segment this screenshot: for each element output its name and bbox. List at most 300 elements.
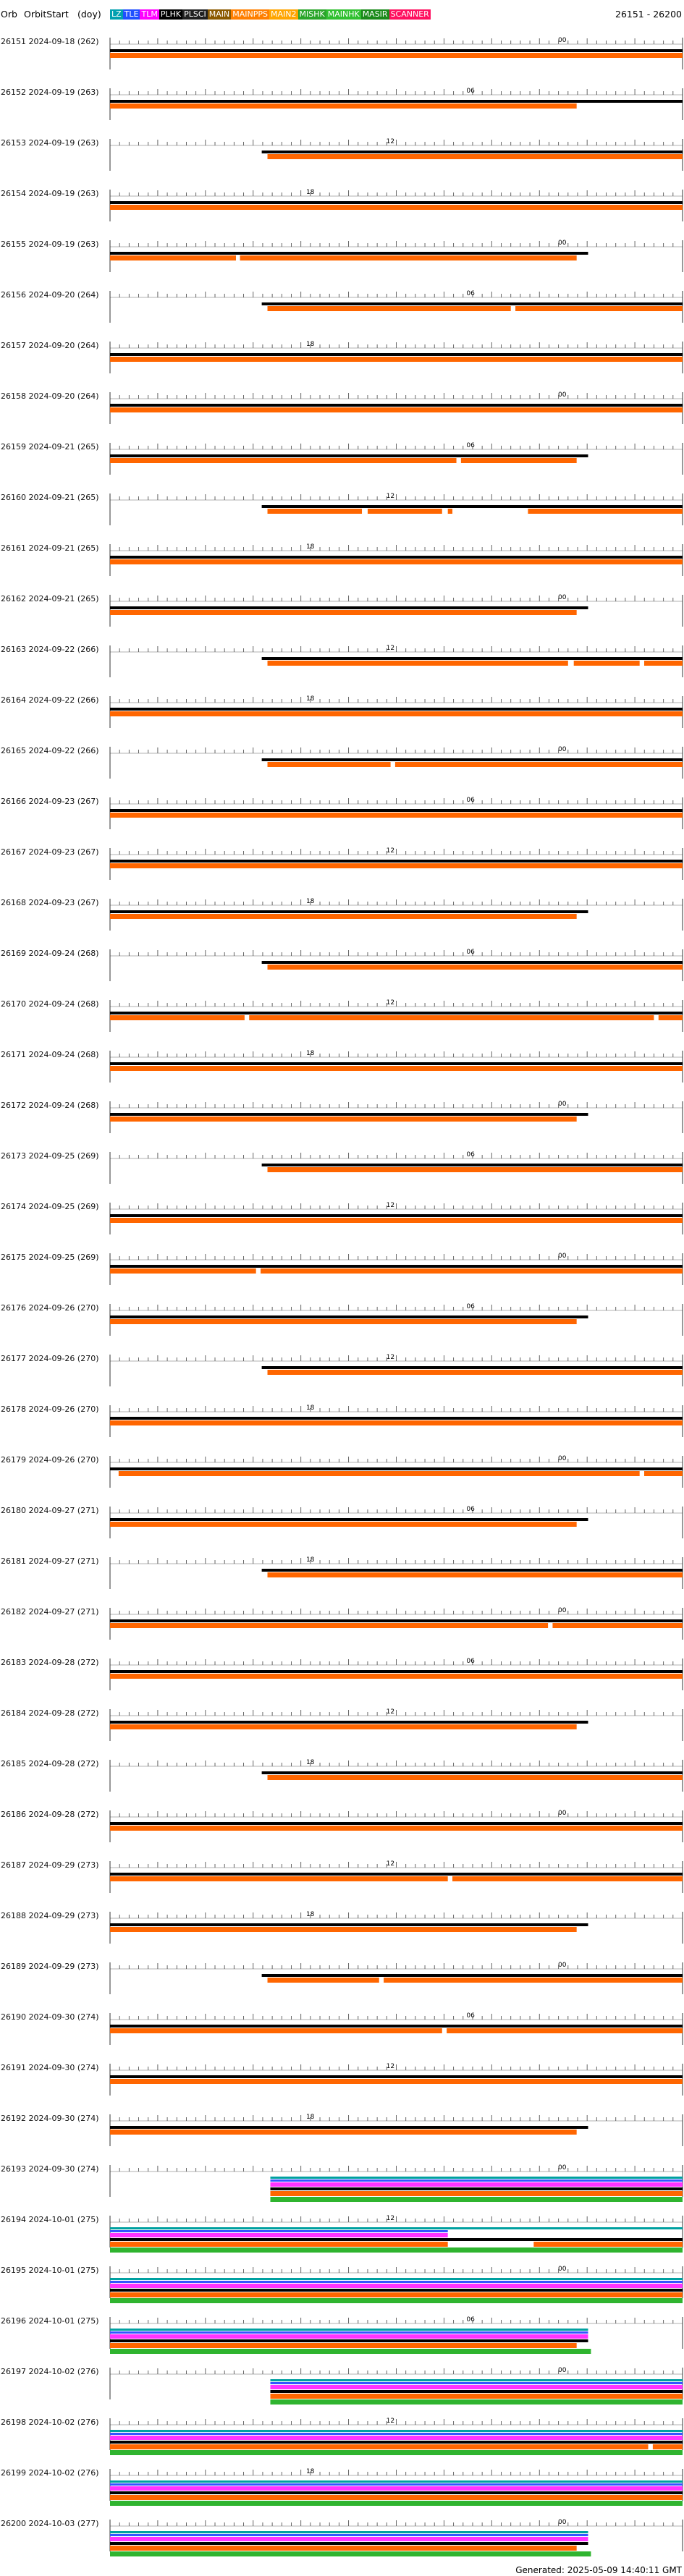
legend-item-tlm: TLM bbox=[141, 9, 158, 19]
orbit-row bbox=[110, 1101, 683, 1133]
orbit-label: 26152 2024-09-19 (263) bbox=[1, 88, 99, 97]
orbit-row bbox=[110, 543, 683, 576]
coverage-bar-orange bbox=[268, 965, 683, 970]
orbit-row bbox=[110, 2418, 683, 2455]
coverage-bar-blue bbox=[270, 2179, 683, 2182]
hour-tick-label: 18 bbox=[305, 189, 315, 196]
orbit-label: 26197 2024-10-02 (276) bbox=[1, 2367, 99, 2376]
hour-tick-label: 06 bbox=[466, 290, 475, 297]
coverage-bar-orange bbox=[119, 1471, 640, 1476]
coverage-bar-orange bbox=[110, 2079, 683, 2084]
coverage-bar-black bbox=[262, 961, 683, 964]
hour-tick-label: 12 bbox=[386, 1202, 395, 1209]
hour-tick-label: 18 bbox=[305, 1759, 315, 1766]
orbit-label: 26153 2024-09-19 (263) bbox=[1, 138, 99, 148]
coverage-bar-blue bbox=[110, 2281, 683, 2283]
coverage-bar-teal bbox=[110, 2430, 683, 2432]
coverage-bar-black bbox=[110, 1012, 683, 1014]
coverage-bar-orange bbox=[110, 1218, 683, 1223]
hour-tick-label: 12 bbox=[386, 493, 395, 500]
coverage-bar-orange bbox=[552, 1623, 683, 1628]
orbit-range: 26151 - 26200 bbox=[615, 9, 682, 20]
hour-tick-label: 00 bbox=[557, 1962, 567, 1969]
orbit-label: 26190 2024-09-30 (274) bbox=[1, 2012, 99, 2022]
orbit-label: 26186 2024-09-28 (272) bbox=[1, 1810, 99, 1819]
orbit-row bbox=[110, 1506, 683, 1538]
orbit-row bbox=[110, 442, 683, 475]
orbit-label: 26169 2024-09-24 (268) bbox=[1, 949, 99, 958]
orbit-label: 26170 2024-09-24 (268) bbox=[1, 999, 99, 1009]
coverage-bar-orange bbox=[110, 813, 683, 818]
coverage-bar-orange bbox=[110, 1522, 577, 1527]
coverage-bar-black bbox=[110, 2289, 683, 2292]
coverage-bar-green bbox=[110, 2501, 683, 2506]
coverage-bar-orange bbox=[110, 458, 457, 463]
hour-tick-label: 18 bbox=[305, 543, 315, 551]
coverage-bar-orange bbox=[110, 2242, 448, 2247]
coverage-bar-orange bbox=[110, 2546, 577, 2551]
coverage-bar-black bbox=[110, 910, 588, 913]
orbit-label: 26191 2024-09-30 (274) bbox=[1, 2063, 99, 2072]
orbit-label: 26183 2024-09-28 (272) bbox=[1, 1658, 99, 1667]
coverage-bar-teal bbox=[270, 2177, 683, 2179]
orbit-label: 26168 2024-09-23 (267) bbox=[1, 898, 99, 907]
coverage-bar-teal bbox=[110, 2480, 683, 2483]
coverage-bar-teal bbox=[110, 2227, 683, 2229]
orbit-row bbox=[110, 594, 683, 627]
hour-tick-label: 00 bbox=[557, 1455, 567, 1462]
coverage-bar-magenta bbox=[270, 2385, 683, 2389]
hour-tick-label: 18 bbox=[305, 1556, 315, 1564]
col-orbit-start-label: OrbitStart bbox=[24, 9, 69, 20]
orbit-row bbox=[110, 189, 683, 221]
coverage-bar-black bbox=[110, 2075, 683, 2078]
legend-item-mainhk: MAINHK bbox=[327, 9, 360, 19]
legend-item-tle: TLE bbox=[124, 9, 139, 19]
legend-item-lz: LZ bbox=[111, 9, 122, 19]
orbit-label: 26196 2024-10-01 (275) bbox=[1, 2316, 99, 2326]
orbit-row bbox=[110, 999, 683, 1032]
hour-tick-label: 18 bbox=[305, 695, 315, 703]
coverage-bar-green bbox=[110, 2247, 448, 2253]
coverage-bar-orange bbox=[110, 103, 577, 109]
hour-tick-label: 00 bbox=[557, 2367, 567, 2374]
hour-tick-label: 06 bbox=[466, 1151, 475, 1158]
hour-tick-label: 18 bbox=[305, 1911, 315, 1918]
coverage-bar-green bbox=[110, 2298, 683, 2303]
coverage-bar-black bbox=[262, 151, 683, 153]
orbit-row bbox=[110, 2367, 683, 2405]
orbit-row bbox=[110, 1962, 683, 1994]
orbit-label: 26155 2024-09-19 (263) bbox=[1, 240, 99, 249]
orbit-label: 26158 2024-09-20 (264) bbox=[1, 391, 99, 401]
coverage-bar-orange bbox=[384, 1978, 683, 1983]
coverage-bar-black bbox=[110, 1113, 588, 1116]
col-doy-label: (doy) bbox=[77, 9, 101, 20]
orbit-row bbox=[110, 2063, 683, 2096]
coverage-bar-orange bbox=[110, 1268, 256, 1274]
hour-tick-label: 00 bbox=[557, 1253, 567, 1260]
hour-tick-label: 06 bbox=[466, 949, 475, 956]
hour-tick-label: 00 bbox=[557, 1101, 567, 1108]
legend-item-main2: MAIN2 bbox=[271, 9, 297, 19]
coverage-bar-green bbox=[110, 2551, 591, 2556]
coverage-bar-orange bbox=[110, 711, 683, 716]
coverage-bar-black bbox=[110, 1315, 588, 1318]
orbit-label: 26187 2024-09-29 (273) bbox=[1, 1860, 99, 1870]
coverage-bar-black bbox=[110, 1062, 683, 1065]
orbit-row bbox=[110, 1658, 683, 1690]
orbit-row bbox=[110, 1860, 683, 1893]
coverage-bar-orange bbox=[110, 255, 236, 260]
orbit-label: 26182 2024-09-27 (271) bbox=[1, 1607, 99, 1617]
coverage-bar-black bbox=[110, 1721, 588, 1724]
coverage-bar-orange bbox=[110, 1319, 577, 1324]
coverage-bar-black bbox=[262, 758, 683, 761]
coverage-bar-orange bbox=[110, 1623, 548, 1628]
coverage-bar-black bbox=[110, 1670, 683, 1673]
coverage-bar-black bbox=[110, 252, 588, 255]
coverage-bar-teal bbox=[110, 2278, 683, 2280]
orbit-row bbox=[110, 1708, 683, 1741]
coverage-bar-orange bbox=[368, 509, 442, 514]
orbit-label: 26174 2024-09-25 (269) bbox=[1, 1202, 99, 1211]
coverage-bar-magenta bbox=[270, 2182, 683, 2187]
coverage-bar-black bbox=[110, 2126, 588, 2129]
legend-item-scanner: SCANNER bbox=[390, 9, 429, 19]
orbit-label: 26189 2024-09-29 (273) bbox=[1, 1962, 99, 1971]
coverage-bar-orange bbox=[110, 1420, 683, 1425]
orbit-label: 26161 2024-09-21 (265) bbox=[1, 543, 99, 553]
orbit-row bbox=[110, 746, 683, 779]
coverage-bar-magenta bbox=[110, 2537, 588, 2541]
hour-tick-label: 00 bbox=[557, 240, 567, 247]
orbit-label: 26172 2024-09-24 (268) bbox=[1, 1101, 99, 1110]
coverage-bar-orange bbox=[110, 2343, 577, 2348]
coverage-bar-black bbox=[110, 1923, 588, 1926]
coverage-bar-black bbox=[110, 1873, 683, 1876]
orbit-row bbox=[110, 2114, 683, 2146]
coverage-bar-orange bbox=[270, 2394, 683, 2399]
coverage-bar-black bbox=[262, 1366, 683, 1369]
coverage-bar-blue bbox=[110, 2534, 588, 2536]
hour-tick-label: 12 bbox=[386, 138, 395, 145]
coverage-bar-orange bbox=[659, 1015, 683, 1020]
orbit-label: 26157 2024-09-20 (264) bbox=[1, 341, 99, 350]
coverage-bar-orange bbox=[515, 306, 683, 311]
coverage-bar-black bbox=[110, 809, 683, 812]
coverage-bar-orange bbox=[110, 2028, 442, 2033]
orbit-row bbox=[110, 1455, 683, 1488]
coverage-bar-orange bbox=[268, 306, 511, 311]
orbit-label: 26162 2024-09-21 (265) bbox=[1, 594, 99, 603]
hour-tick-label: 06 bbox=[466, 1658, 475, 1665]
orbit-row bbox=[110, 1911, 683, 1944]
orbit-row bbox=[110, 2316, 683, 2354]
orbit-label: 26180 2024-09-27 (271) bbox=[1, 1506, 99, 1515]
orbit-label: 26167 2024-09-23 (267) bbox=[1, 847, 99, 857]
orbit-label: 26194 2024-10-01 (275) bbox=[1, 2215, 99, 2224]
coverage-bar-black bbox=[110, 1417, 683, 1420]
coverage-bar-black bbox=[110, 404, 683, 407]
coverage-bar-orange bbox=[110, 1876, 448, 1881]
coverage-bar-orange bbox=[110, 1066, 683, 1071]
orbit-label: 26171 2024-09-24 (268) bbox=[1, 1050, 99, 1059]
orbit-row bbox=[110, 949, 683, 981]
orbit-row bbox=[110, 1759, 683, 1792]
orbit-row bbox=[110, 1202, 683, 1234]
orbit-label: 26175 2024-09-25 (269) bbox=[1, 1253, 99, 1262]
orbit-row bbox=[110, 1556, 683, 1589]
orbit-label: 26160 2024-09-21 (265) bbox=[1, 493, 99, 502]
coverage-bar-black bbox=[110, 2542, 588, 2545]
coverage-bar-orange bbox=[268, 509, 363, 514]
hour-tick-label: 06 bbox=[466, 88, 475, 95]
coverage-bar-blue bbox=[110, 2483, 683, 2486]
legend-item-mainpps: MAINPPS bbox=[232, 9, 268, 19]
coverage-bar-black bbox=[577, 100, 588, 103]
orbit-row bbox=[110, 1354, 683, 1386]
coverage-bar-black bbox=[110, 454, 588, 457]
orbit-row bbox=[110, 1810, 683, 1842]
coverage-bar-orange bbox=[249, 1015, 654, 1020]
orbit-row bbox=[110, 2215, 683, 2253]
coverage-bar-black bbox=[262, 657, 683, 660]
coverage-bar-black bbox=[110, 860, 683, 863]
orbit-row bbox=[110, 88, 683, 120]
hour-tick-label: 06 bbox=[466, 1506, 475, 1513]
coverage-bar-black bbox=[262, 1164, 683, 1166]
coverage-bar-black bbox=[110, 556, 683, 559]
coverage-bar-teal bbox=[110, 2329, 588, 2331]
coverage-bar-orange bbox=[448, 509, 452, 514]
coverage-bar-orange bbox=[268, 1572, 683, 1577]
coverage-bar-orange bbox=[110, 53, 683, 58]
coverage-bar-orange bbox=[110, 2292, 683, 2297]
coverage-bar-orange bbox=[644, 1471, 683, 1476]
coverage-bar-black bbox=[262, 1974, 683, 1977]
hour-tick-label: 00 bbox=[557, 37, 567, 44]
coverage-bar-black bbox=[110, 2491, 683, 2494]
coverage-bar-green bbox=[110, 2349, 591, 2354]
orbit-label: 26188 2024-09-29 (273) bbox=[1, 1911, 99, 1920]
orbit-row bbox=[110, 898, 683, 931]
coverage-bar-orange bbox=[110, 863, 683, 868]
legend-item-plhk: PLHK bbox=[160, 9, 182, 19]
hour-tick-label: 18 bbox=[305, 2114, 315, 2121]
coverage-bar-black bbox=[110, 2339, 588, 2342]
coverage-bar-orange bbox=[110, 610, 577, 615]
orbit-label: 26184 2024-09-28 (272) bbox=[1, 1708, 99, 1718]
orbit-label: 26195 2024-10-01 (275) bbox=[1, 2266, 99, 2275]
hour-tick-label: 00 bbox=[557, 1810, 567, 1817]
coverage-bar-black bbox=[262, 505, 683, 508]
coverage-bar-orange bbox=[644, 661, 683, 666]
coverage-bar-orange bbox=[268, 1978, 379, 1983]
orbit-row bbox=[110, 1404, 683, 1437]
timeline-svg bbox=[0, 25, 684, 2563]
hour-tick-label: 00 bbox=[557, 2164, 567, 2172]
hour-tick-label: 12 bbox=[386, 2063, 395, 2070]
hour-tick-label: 12 bbox=[386, 999, 395, 1007]
coverage-bar-black bbox=[270, 2187, 683, 2190]
coverage-bar-blue bbox=[110, 2433, 683, 2435]
hour-tick-label: 06 bbox=[466, 797, 475, 804]
coverage-bar-orange bbox=[461, 458, 577, 463]
col-orb-label: Orb bbox=[1, 9, 17, 20]
coverage-bar-orange bbox=[110, 1724, 577, 1729]
coverage-bar-green bbox=[270, 2197, 683, 2202]
orbit-row bbox=[110, 240, 683, 272]
orbit-label: 26177 2024-09-26 (270) bbox=[1, 1354, 99, 1363]
orbit-row bbox=[110, 2519, 683, 2556]
coverage-bar-green bbox=[110, 2450, 683, 2455]
hour-tick-label: 00 bbox=[557, 391, 567, 399]
orbit-row bbox=[110, 645, 683, 677]
coverage-bar-orange bbox=[533, 2242, 683, 2247]
orbit-label: 26154 2024-09-19 (263) bbox=[1, 189, 99, 198]
orbit-row bbox=[110, 2012, 683, 2045]
coverage-bar-orange bbox=[268, 1370, 683, 1375]
coverage-bar-orange bbox=[452, 1876, 683, 1881]
hour-tick-label: 00 bbox=[557, 2266, 567, 2273]
coverage-bar-black bbox=[110, 1518, 588, 1521]
orbit-label: 26199 2024-10-02 (276) bbox=[1, 2468, 99, 2478]
hour-tick-label: 12 bbox=[386, 645, 395, 652]
hour-tick-label: 18 bbox=[305, 1404, 315, 1412]
orbit-row bbox=[110, 1303, 683, 1336]
coverage-bar-orange bbox=[240, 255, 577, 260]
coverage-bar-black bbox=[110, 100, 683, 103]
orbit-row bbox=[110, 1253, 683, 1285]
hour-tick-label: 06 bbox=[466, 1303, 475, 1310]
coverage-bar-orange bbox=[110, 2444, 649, 2449]
orbit-row bbox=[110, 37, 683, 69]
hour-tick-label: 18 bbox=[305, 2468, 315, 2475]
orbit-row bbox=[110, 1050, 683, 1082]
coverage-bar-black bbox=[110, 1214, 683, 1217]
legend-item-mishk: MISHK bbox=[299, 9, 325, 19]
orbit-row bbox=[110, 797, 683, 829]
hour-tick-label: 06 bbox=[466, 2316, 475, 2323]
legend bbox=[110, 9, 431, 20]
orbit-label: 26156 2024-09-20 (264) bbox=[1, 290, 99, 300]
coverage-bar-magenta bbox=[110, 2436, 683, 2440]
coverage-bar-magenta bbox=[110, 2486, 683, 2491]
coverage-bar-black bbox=[110, 2441, 683, 2444]
orbit-label: 26166 2024-09-23 (267) bbox=[1, 797, 99, 806]
coverage-bar-orange bbox=[574, 661, 640, 666]
hour-tick-label: 12 bbox=[386, 2215, 395, 2222]
coverage-bar-orange bbox=[528, 509, 683, 514]
hour-tick-label: 06 bbox=[466, 2012, 475, 2020]
coverage-bar-black bbox=[110, 353, 683, 356]
orbit-row bbox=[110, 493, 683, 525]
coverage-bar-black bbox=[262, 1569, 683, 1572]
coverage-bar-orange bbox=[110, 1015, 245, 1020]
coverage-bar-orange bbox=[110, 1826, 683, 1831]
orbit-label: 26200 2024-10-03 (277) bbox=[1, 2519, 99, 2528]
coverage-bar-magenta bbox=[110, 2233, 448, 2237]
orbit-row bbox=[110, 847, 683, 880]
coverage-bar-green bbox=[270, 2399, 683, 2405]
coverage-bar-black bbox=[262, 1771, 683, 1774]
hour-tick-label: 12 bbox=[386, 1354, 395, 1361]
coverage-bar-orange bbox=[268, 762, 391, 767]
header bbox=[0, 0, 684, 25]
coverage-bar-black bbox=[110, 1467, 683, 1470]
orbit-label: 26173 2024-09-25 (269) bbox=[1, 1151, 99, 1161]
coverage-bar-black bbox=[110, 1822, 683, 1825]
orbit-label: 26181 2024-09-27 (271) bbox=[1, 1556, 99, 1566]
legend-item-masir: MASIR bbox=[362, 9, 388, 19]
coverage-bar-orange bbox=[110, 914, 577, 919]
orbit-label: 26159 2024-09-21 (265) bbox=[1, 442, 99, 452]
hour-tick-label: 00 bbox=[557, 2519, 567, 2526]
orbit-row bbox=[110, 695, 683, 728]
hour-tick-label: 18 bbox=[305, 898, 315, 905]
orbit-label: 26178 2024-09-26 (270) bbox=[1, 1404, 99, 1414]
orbit-label: 26179 2024-09-26 (270) bbox=[1, 1455, 99, 1465]
coverage-bar-orange bbox=[110, 559, 683, 564]
coverage-bar-black bbox=[110, 2238, 683, 2241]
coverage-bar-black bbox=[110, 1619, 683, 1622]
orbit-row bbox=[110, 391, 683, 424]
orbit-timeline bbox=[0, 25, 684, 2566]
coverage-bar-black bbox=[110, 708, 683, 711]
coverage-bar-orange bbox=[110, 2495, 683, 2500]
orbit-label: 26151 2024-09-18 (262) bbox=[1, 37, 99, 46]
orbit-row bbox=[110, 2164, 683, 2202]
orbit-label: 26198 2024-10-02 (276) bbox=[1, 2418, 99, 2427]
coverage-bar-magenta bbox=[110, 2284, 683, 2288]
hour-tick-label: 12 bbox=[386, 2418, 395, 2425]
hour-tick-label: 00 bbox=[557, 594, 567, 601]
hour-tick-label: 12 bbox=[386, 847, 395, 855]
coverage-bar-blue bbox=[270, 2382, 683, 2384]
coverage-bar-orange bbox=[268, 661, 568, 666]
coverage-bar-blue bbox=[110, 2331, 588, 2334]
coverage-bar-blue bbox=[110, 2230, 448, 2232]
orbit-row bbox=[110, 341, 683, 373]
orbit-label: 26176 2024-09-26 (270) bbox=[1, 1303, 99, 1313]
orbit-row bbox=[110, 138, 683, 171]
coverage-bar-orange bbox=[110, 1117, 577, 1122]
orbit-label: 26193 2024-09-30 (274) bbox=[1, 2164, 99, 2174]
coverage-bar-orange bbox=[110, 205, 683, 210]
coverage-bar-orange bbox=[110, 407, 683, 412]
hour-tick-label: 00 bbox=[557, 746, 567, 753]
orbit-row bbox=[110, 1607, 683, 1640]
orbit-row bbox=[110, 2468, 683, 2506]
coverage-bar-orange bbox=[268, 154, 683, 159]
orbit-row bbox=[110, 290, 683, 323]
coverage-bar-orange bbox=[268, 1775, 683, 1780]
coverage-bar-orange bbox=[110, 357, 683, 362]
hour-tick-label: 12 bbox=[386, 1860, 395, 1868]
legend-item-plsci: PLSCI bbox=[184, 9, 206, 19]
coverage-bar-teal bbox=[110, 2531, 588, 2533]
coverage-bar-orange bbox=[653, 2444, 683, 2449]
orbit-label: 26192 2024-09-30 (274) bbox=[1, 2114, 99, 2123]
coverage-bar-orange bbox=[261, 1268, 683, 1274]
coverage-bar-orange bbox=[395, 762, 683, 767]
hour-tick-label: 18 bbox=[305, 1050, 315, 1057]
orbit-label: 26185 2024-09-28 (272) bbox=[1, 1759, 99, 1768]
coverage-bar-orange bbox=[110, 2130, 577, 2135]
generated-timestamp: Generated: 2025-05-09 14:40:11 GMT bbox=[515, 2565, 682, 2575]
coverage-bar-magenta bbox=[110, 2334, 588, 2339]
